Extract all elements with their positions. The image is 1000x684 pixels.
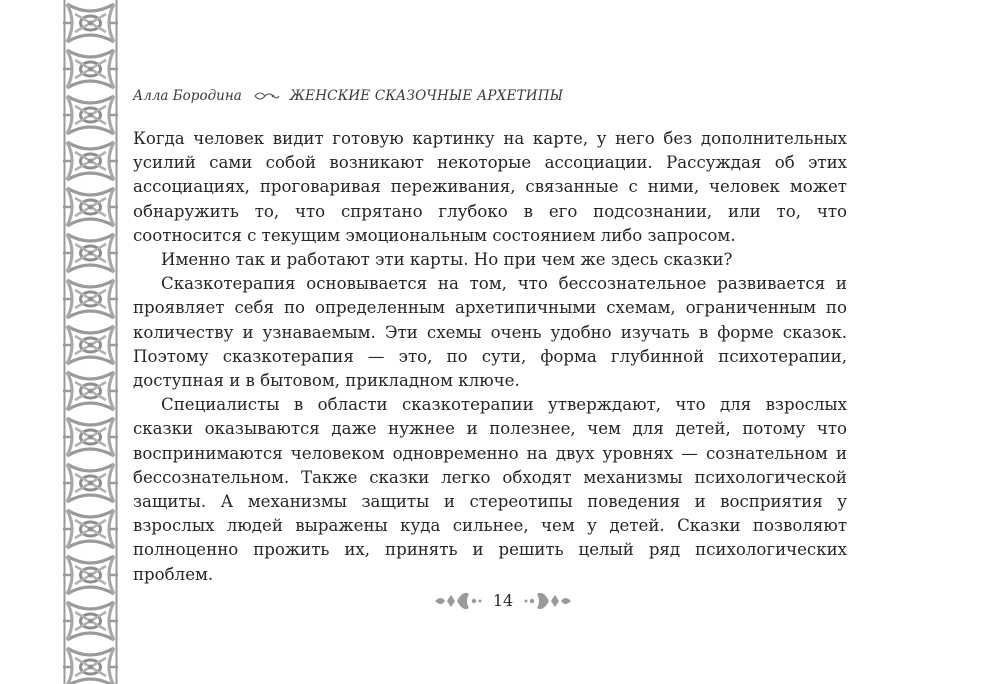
body-text [133, 127, 847, 587]
header-author: Алла Бородина [133, 88, 242, 104]
header-book-title: ЖЕНСКИЕ СКАЗОЧНЫЕ АРХЕТИПЫ [289, 88, 564, 104]
paragraph: Специалисты в области сказкотерапии утверждают, что для взрослых сказки оказываются даже нужнее и полезнее, чем для детей, потому что воспринимаются человеком одновременно на двух уровнях — сознательном и бессознательном. Также сказки легко обходят механизмы психологической защиты. А механизмы защиты и стереотипы поведения и восприятия у взрослых людей выражены куда сильнее, чем у детей. Сказки позволяют полноценно прожить их, принять и решить целый ряд психологических проблем. [133, 395, 847, 584]
running-header [133, 86, 563, 106]
paragraph: Когда человек видит готовую картинку на карте, у него без дополнительных усилий сами собой возникают некоторые ассоциации. Рассуждая об этих ассоциациях, проговаривая переживания, связанные с ними, человек может обнаружить то, что спрятано глубоко в его подсознании, или то, что соотносится с текущим эмоциональным состоянием либо запросом. [133, 129, 847, 245]
flourish-separator-icon [254, 89, 280, 103]
celtic-ornament-border [63, 0, 118, 684]
paragraph: Сказкотерапия основывается на том, что бессознательное развивается и проявляет себя по определенным архетипичными схемам, ограниченным по количеству и узнаваемым. Эти схемы очень удобно изучать в форме сказок. Поэтому сказкотерапия — это, по сути, форма глубинной психотерапии, доступная и в бытовом, прикладном ключе. [133, 274, 847, 391]
right-folio-ornament-icon [523, 588, 573, 614]
page-number: 14 [492, 591, 514, 610]
left-folio-ornament-icon [433, 588, 483, 614]
paragraph: Именно так и работают эти карты. Но при чем же здесь сказки? [161, 250, 733, 270]
page-footer [430, 586, 576, 616]
